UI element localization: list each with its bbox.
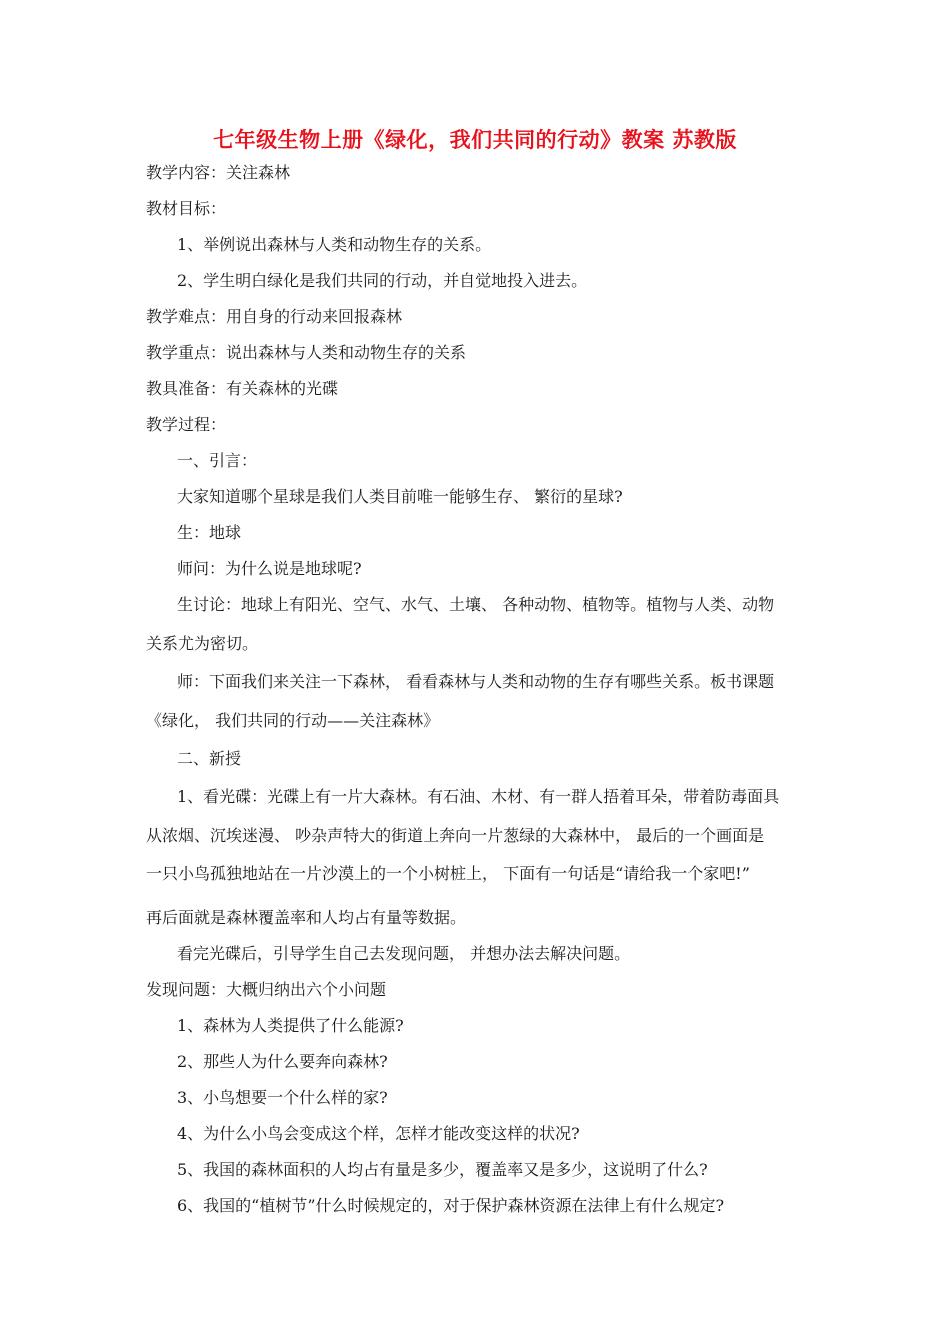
paragraph-line: 大家知道哪个星球是我们人类目前唯一能够生存、 繁衍的星球? xyxy=(177,487,623,506)
paragraph-line: 一只小鸟孤独地站在一片沙漠上的一个小树桩上， 下面有一句话是“请给我一个家吧!” xyxy=(146,864,750,883)
goals-heading: 教材目标： xyxy=(146,199,227,218)
paragraph-line: 再后面就是森林覆盖率和人均占有量等数据。 xyxy=(146,908,467,927)
question-item: 1、森林为人类提供了什么能源? xyxy=(177,1016,404,1035)
question-item: 6、我国的“植树节”什么时候规定的，对于保护森林资源在法律上有什么规定? xyxy=(177,1196,725,1215)
difficulty-line: 教学难点：用自身的行动来回报森林 xyxy=(146,307,403,326)
document-title: 七年级生物上册《绿化，我们共同的行动》教案 苏教版 xyxy=(213,128,737,152)
teaching-content-line: 教学内容：关注森林 xyxy=(146,163,291,182)
paragraph-line: 生：地球 xyxy=(177,523,242,542)
paragraph-line: 师问：为什么说是地球呢? xyxy=(177,559,362,578)
materials-line: 教具准备：有关森林的光碟 xyxy=(146,379,339,398)
paragraph-line: 师：下面我们来关注一下森林， 看看森林与人类和动物的生存有哪些关系。板书课题 xyxy=(177,672,775,691)
section-heading: 二、新授 xyxy=(177,749,242,768)
paragraph-line: 《绿化， 我们共同的行动——关注森林》 xyxy=(146,711,440,730)
section-heading: 一、引言： xyxy=(177,451,258,470)
goal-item: 1、举例说出森林与人类和动物生存的关系。 xyxy=(177,235,492,254)
question-item: 2、那些人为什么要奔向森林? xyxy=(177,1052,388,1071)
question-item: 5、我国的森林面积的人均占有量是多少，覆盖率又是多少，这说明了什么? xyxy=(177,1160,708,1179)
paragraph-line: 生讨论：地球上有阳光、空气、水气、土壤、 各种动物、植物等。植物与人类、动物 xyxy=(177,595,775,614)
paragraph-line: 看完光碟后，引导学生自己去发现问题， 并想办法去解决问题。 xyxy=(177,944,631,963)
questions-heading: 发现问题：大概归纳出六个小问题 xyxy=(146,980,387,999)
question-item: 3、小鸟想要一个什么样的家? xyxy=(177,1088,388,1107)
question-item: 4、为什么小鸟会变成这个样，怎样才能改变这样的状况? xyxy=(177,1124,580,1143)
key-point-line: 教学重点：说出森林与人类和动物生存的关系 xyxy=(146,343,467,362)
goal-item: 2、学生明白绿化是我们共同的行动，并自觉地投入进去。 xyxy=(177,271,588,290)
paragraph-line: 关系尤为密切。 xyxy=(146,634,259,653)
paragraph-line: 1、看光碟：光碟上有一片大森林。有石油、木材、有一群人捂着耳朵，带着防毒面具 xyxy=(177,787,780,806)
paragraph-line: 从浓烟、沉埃迷漫、 吵杂声特大的街道上奔向一片葱绿的大森林中， 最后的一个画面是 xyxy=(146,826,765,845)
process-heading: 教学过程： xyxy=(146,415,227,434)
